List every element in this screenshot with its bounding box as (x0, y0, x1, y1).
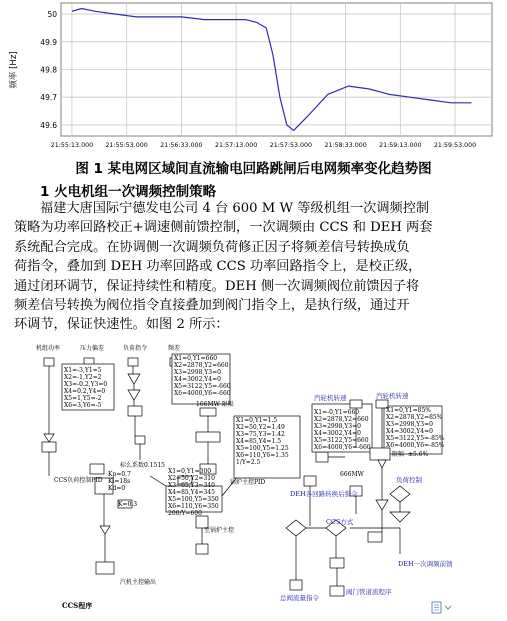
mw-limit-label: 166MW 限幅 (196, 401, 234, 408)
svg-text:X6=110,Y6=350: X6=110,Y6=350 (168, 503, 219, 510)
svg-text:1/Y=2.5: 1/Y=2.5 (236, 459, 261, 466)
turbine-speed-label-1: 汽轮机转速 (314, 394, 347, 402)
deh-loop-label: DEH各回路转换后指令 (290, 490, 358, 498)
diagram-input-label: 压力偏差 (80, 345, 105, 352)
boiler-out-label: 至锅炉主控 (204, 527, 235, 534)
svg-text:X4=3002,Y4=0: X4=3002,Y4=0 (314, 430, 361, 437)
diagram-table-1 (64, 367, 107, 409)
chart-x-tick-label: 21:57:13.000 (214, 142, 258, 149)
svg-text:X3=2998,Y3=0: X3=2998,Y3=0 (174, 369, 221, 376)
svg-text:X5=3122,Y5=-85%: X5=3122,Y5=-85% (386, 435, 445, 442)
chart-y-tick-label: 49.8 (40, 65, 57, 75)
deh-feedforward-label: DEH一次调频前馈 (398, 560, 453, 568)
svg-text:X6=4000,Y6=-85%: X6=4000,Y6=-85% (386, 442, 445, 449)
svg-text:X1=-0,Y1=660: X1=-0,Y1=660 (314, 409, 360, 416)
diagram-input-label: 负荷指令 (123, 345, 148, 352)
svg-text:X5=100,Y5=350: X5=100,Y5=350 (168, 496, 219, 503)
svg-text:X6=3,Y6=-5: X6=3,Y6=-5 (64, 402, 102, 409)
chart-y-axis-label: 频率 [Hz] (9, 51, 19, 89)
svg-text:X3=2998,Y3=0: X3=2998,Y3=0 (314, 423, 361, 430)
pid-gains (108, 471, 131, 492)
chart-y-ticks (40, 10, 57, 130)
limit-label: 限幅 (392, 451, 405, 458)
svg-text:X1=-3,Y1=5: X1=-3,Y1=5 (64, 367, 102, 374)
chart-x-tick-label: 21:55:53.000 (105, 142, 148, 149)
chart-y-tick-label: 49.6 (40, 120, 57, 130)
svg-text:X1=0,Y1=660: X1=0,Y1=660 (174, 355, 218, 362)
figure-caption: 图 1 某电网区域间直流输电回路跳闸后电网频率变化趋势图 (75, 161, 432, 177)
paragraph-line: 环调节，保证快速性。如图 2 所示： (14, 317, 229, 333)
paragraph-line: 策略为功率回路校正+调速侧前馈控制，一次调频由 CCS 和 DEH 两套 (14, 220, 433, 236)
chart-x-tick-label: 21:59:13.000 (379, 142, 422, 149)
svg-text:X3=75,Y3=1.42: X3=75,Y3=1.42 (236, 431, 285, 438)
svg-text:X5=3122,Y5=-660: X5=3122,Y5=-660 (174, 383, 231, 390)
diagram-table-3 (236, 417, 289, 466)
svg-text:X1=0,Y1=85%: X1=0,Y1=85% (386, 407, 431, 414)
ccs-mode-label: CCS方式 (326, 518, 354, 526)
paragraph-line: 荷指令，叠加到 DEH 功率回路或 CCS 功率回路指令上，是校正级， (14, 259, 422, 275)
frequency-trend-chart (0, 0, 507, 160)
k-gain-label: K=0.3 (118, 501, 138, 508)
turbine-speed-label-2: 汽轮机转速 (376, 392, 409, 400)
diagram-table-4 (168, 468, 219, 517)
paragraph-line: 频差信号转换为阀位指令直接叠加到阀门指令上，是执行级，通过开 (14, 298, 410, 314)
k-scale-label: 标么系数0.1515 (120, 462, 165, 469)
svg-text:X2=2878,Y2=85%: X2=2878,Y2=85% (386, 414, 443, 421)
svg-text:X2=50,Y2=1.49: X2=50,Y2=1.49 (236, 424, 285, 431)
valve-curve-label: 阀门管道流程序 (346, 588, 392, 596)
svg-text:X4=0.2,Y4=0: X4=0.2,Y4=0 (64, 388, 106, 395)
svg-text:X6=110,Y6=1.35: X6=110,Y6=1.35 (236, 452, 289, 459)
chart-x-tick-label: 21:55:13.000 (50, 142, 94, 149)
chart-x-ticks (51, 142, 476, 149)
chart-y-tick-label: 49.7 (40, 93, 57, 103)
svg-text:X3=-0.2,Y3=0: X3=-0.2,Y3=0 (64, 381, 108, 388)
diagram-input-label: 频差 (168, 345, 181, 352)
ccs-pid-label: CCS负荷控制PID (54, 477, 103, 484)
svg-text:X2=50,Y2=310: X2=50,Y2=310 (168, 475, 215, 482)
chart-x-tick-label: 21:59:53.000 (433, 142, 477, 149)
svg-text:X1=0,Y1=300: X1=0,Y1=300 (168, 468, 212, 475)
svg-text:X6=4000,Y6=-660: X6=4000,Y6=-660 (174, 390, 231, 397)
chart-y-tick-label: 50 (47, 10, 57, 20)
svg-text:Kd=0: Kd=0 (108, 485, 126, 492)
svg-text:X1=0,Y1=1.5: X1=0,Y1=1.5 (236, 417, 278, 424)
svg-text:X2=2878,Y2=660: X2=2878,Y2=660 (314, 416, 369, 423)
svg-text:X4=85,Y4=1.5: X4=85,Y4=1.5 (236, 438, 282, 445)
diagram-footer-label: CCS程序 (62, 601, 93, 610)
diagram-input-label: 机组功率 (36, 345, 61, 352)
chart-y-tick-label: 49.9 (40, 37, 57, 47)
svg-text:X4=85,Y4=345: X4=85,Y4=345 (168, 489, 215, 496)
paragraph-line: 系统配合完成。在协调侧一次调频负荷修正因子将频差信号转换成负 (14, 239, 410, 255)
boiler-master-label: 锅炉主控PID (230, 479, 266, 486)
load-control-label: 负荷控制 (396, 476, 422, 484)
paragraph-line: 通过闭环调节，保证持续性和精度。DEH 侧一次调频阀位前馈因子将 (14, 278, 420, 294)
chart-x-tick-label: 21:57:53.000 (269, 142, 313, 149)
chart-x-tick-label: 21:56:33.000 (160, 142, 203, 149)
svg-text:X5=3122,Y5=660: X5=3122,Y5=660 (314, 437, 369, 444)
svg-text:Ki=18s: Ki=18s (108, 478, 131, 485)
mw-output-label: 666MW (340, 471, 364, 478)
paragraph-line: 福建大唐国际宁德发电公司 4 台 600 M W 等级机组一次调频控制 (40, 201, 430, 216)
svg-text:X3=65,Y3=340: X3=65,Y3=340 (168, 482, 215, 489)
svg-text:Kp=0.7: Kp=0.7 (108, 471, 131, 478)
turbine-out-label: 汽机主控输出 (120, 579, 157, 586)
svg-text:X2=2878,Y2=660: X2=2878,Y2=660 (174, 362, 229, 369)
section-heading: 1 火电机组一次调频控制策略 (40, 184, 217, 200)
svg-text:X4=3002,Y4=0: X4=3002,Y4=0 (386, 428, 433, 435)
document-icon[interactable] (432, 602, 451, 613)
svg-text:X6=4000,Y6=-660: X6=4000,Y6=-660 (314, 444, 371, 451)
svg-text:X2=-1,Y2=2: X2=-1,Y2=2 (64, 374, 102, 381)
svg-text:X3=2998,Y3=0: X3=2998,Y3=0 (386, 421, 433, 428)
total-flow-label: 总阀流量指令 (280, 594, 319, 602)
chart-x-tick-label: 21:58:33.000 (324, 142, 367, 149)
control-strategy-diagram (0, 336, 507, 621)
svg-text:X4=3002,Y4=0: X4=3002,Y4=0 (174, 376, 221, 383)
body-paragraph (14, 199, 494, 335)
svg-text:X5=100,Y5=1.25: X5=100,Y5=1.25 (236, 445, 289, 452)
percent-label: ±5.6% (408, 451, 429, 458)
svg-text:X5=1,Y5=-2: X5=1,Y5=-2 (64, 395, 102, 402)
svg-text:200/Y=600: 200/Y=600 (168, 510, 202, 517)
